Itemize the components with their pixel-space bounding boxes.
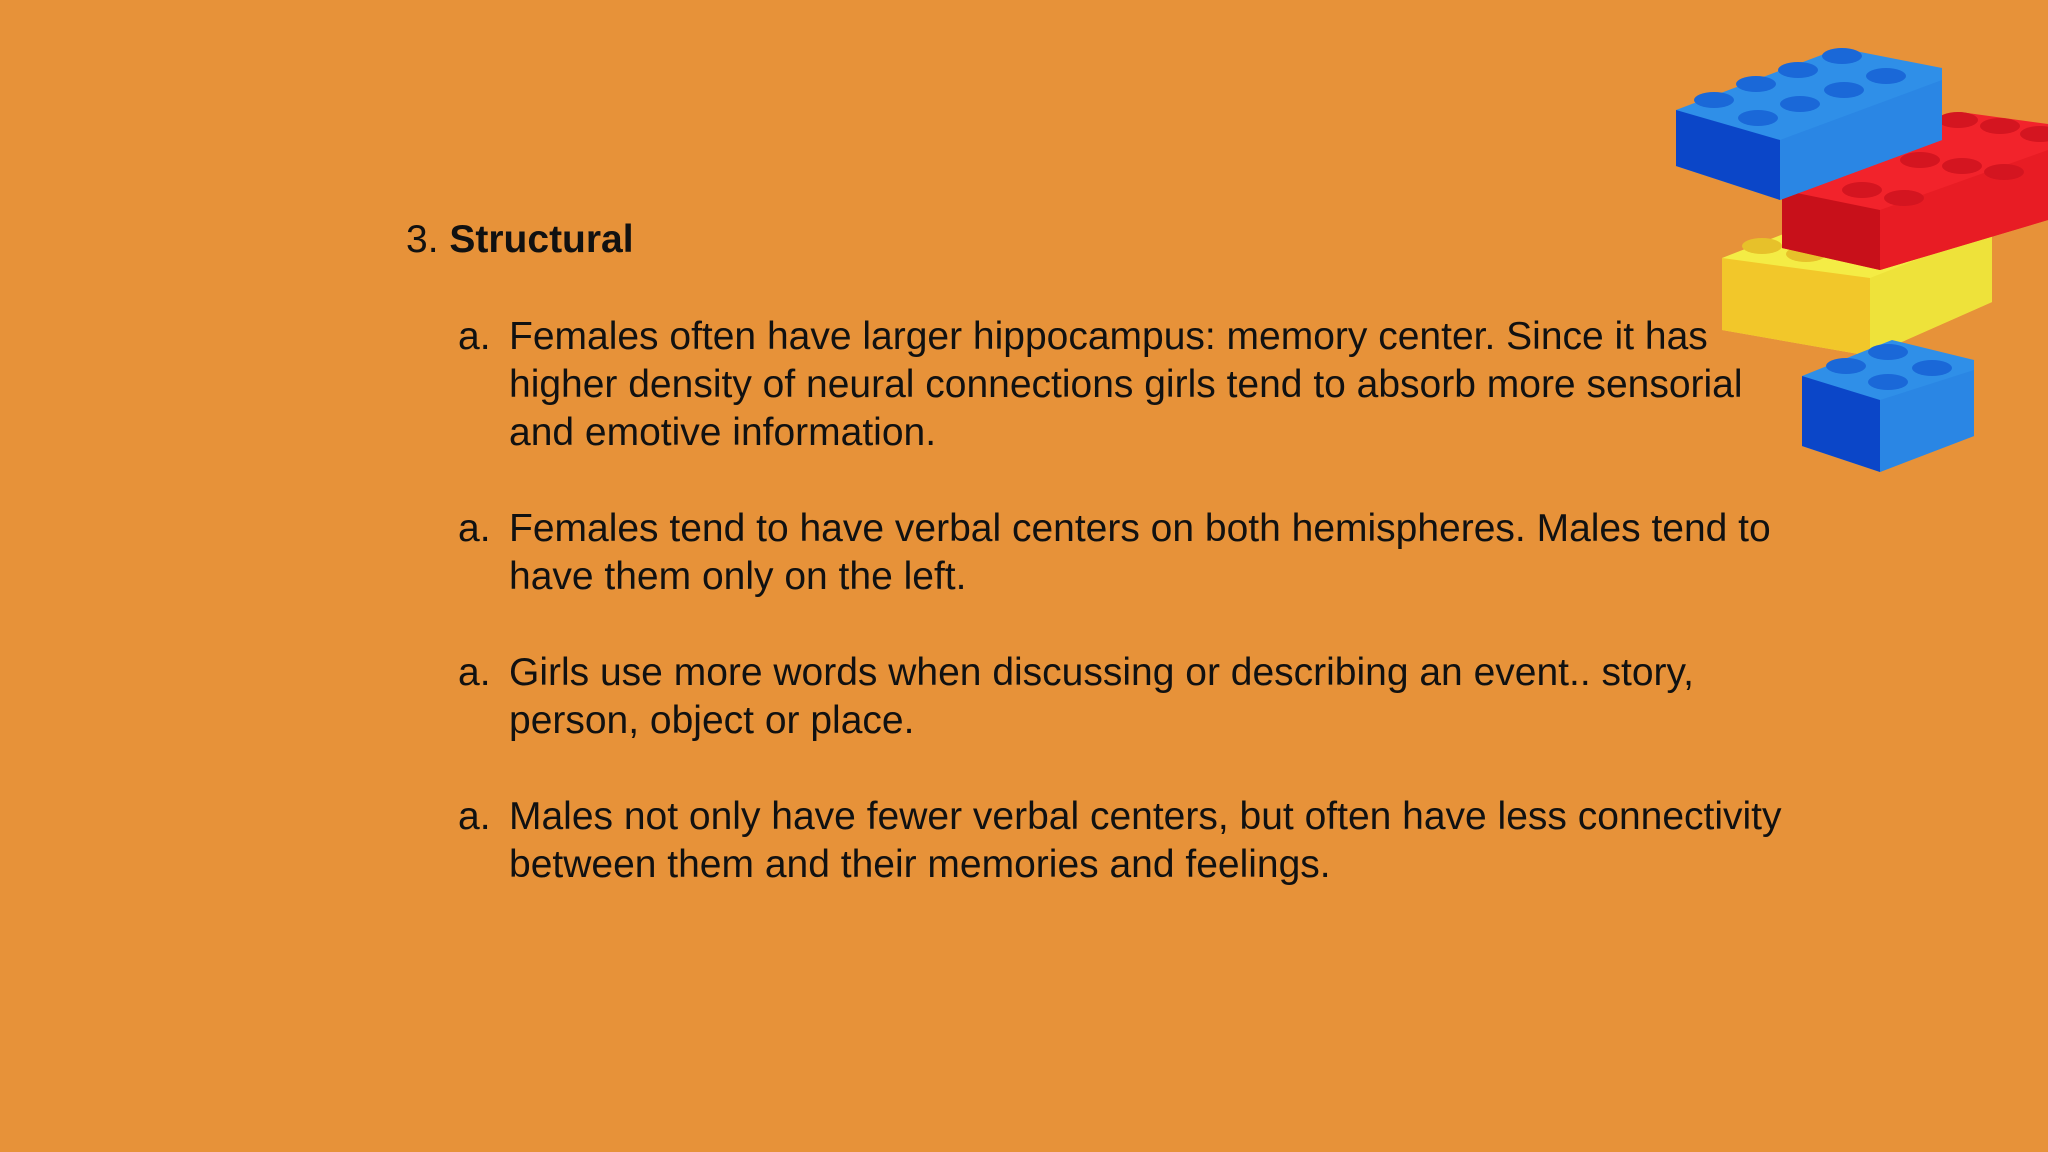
bullet-list	[458, 313, 1818, 937]
list-item	[458, 793, 1818, 889]
list-item	[458, 649, 1818, 745]
list-item-text: Females often have larger hippocampus: memory center. Since it has higher density of neural connections girls tend to absorb more sensorial and emotive information.	[509, 315, 1743, 454]
list-item	[458, 313, 1818, 457]
list-marker: a.	[458, 795, 491, 838]
list-item-text: Males not only have fewer verbal centers, but often have less connectivity between them and their memories and feelings.	[509, 795, 1782, 886]
list-item-text: Girls use more words when discussing or describing an event.. story, person, object or place.	[509, 651, 1694, 742]
list-marker: a.	[458, 651, 491, 694]
small-blue-brick-icon	[1802, 340, 1974, 472]
section-number: 3.	[406, 218, 439, 261]
section-heading	[406, 216, 634, 264]
list-marker: a.	[458, 315, 491, 358]
section-title: Structural	[449, 218, 634, 261]
list-item-text: Females tend to have verbal centers on both hemispheres. Males tend to have them only on the left.	[509, 507, 1771, 598]
list-marker: a.	[458, 507, 491, 550]
lego-bricks-icon	[1670, 40, 2048, 480]
list-item	[458, 505, 1818, 601]
